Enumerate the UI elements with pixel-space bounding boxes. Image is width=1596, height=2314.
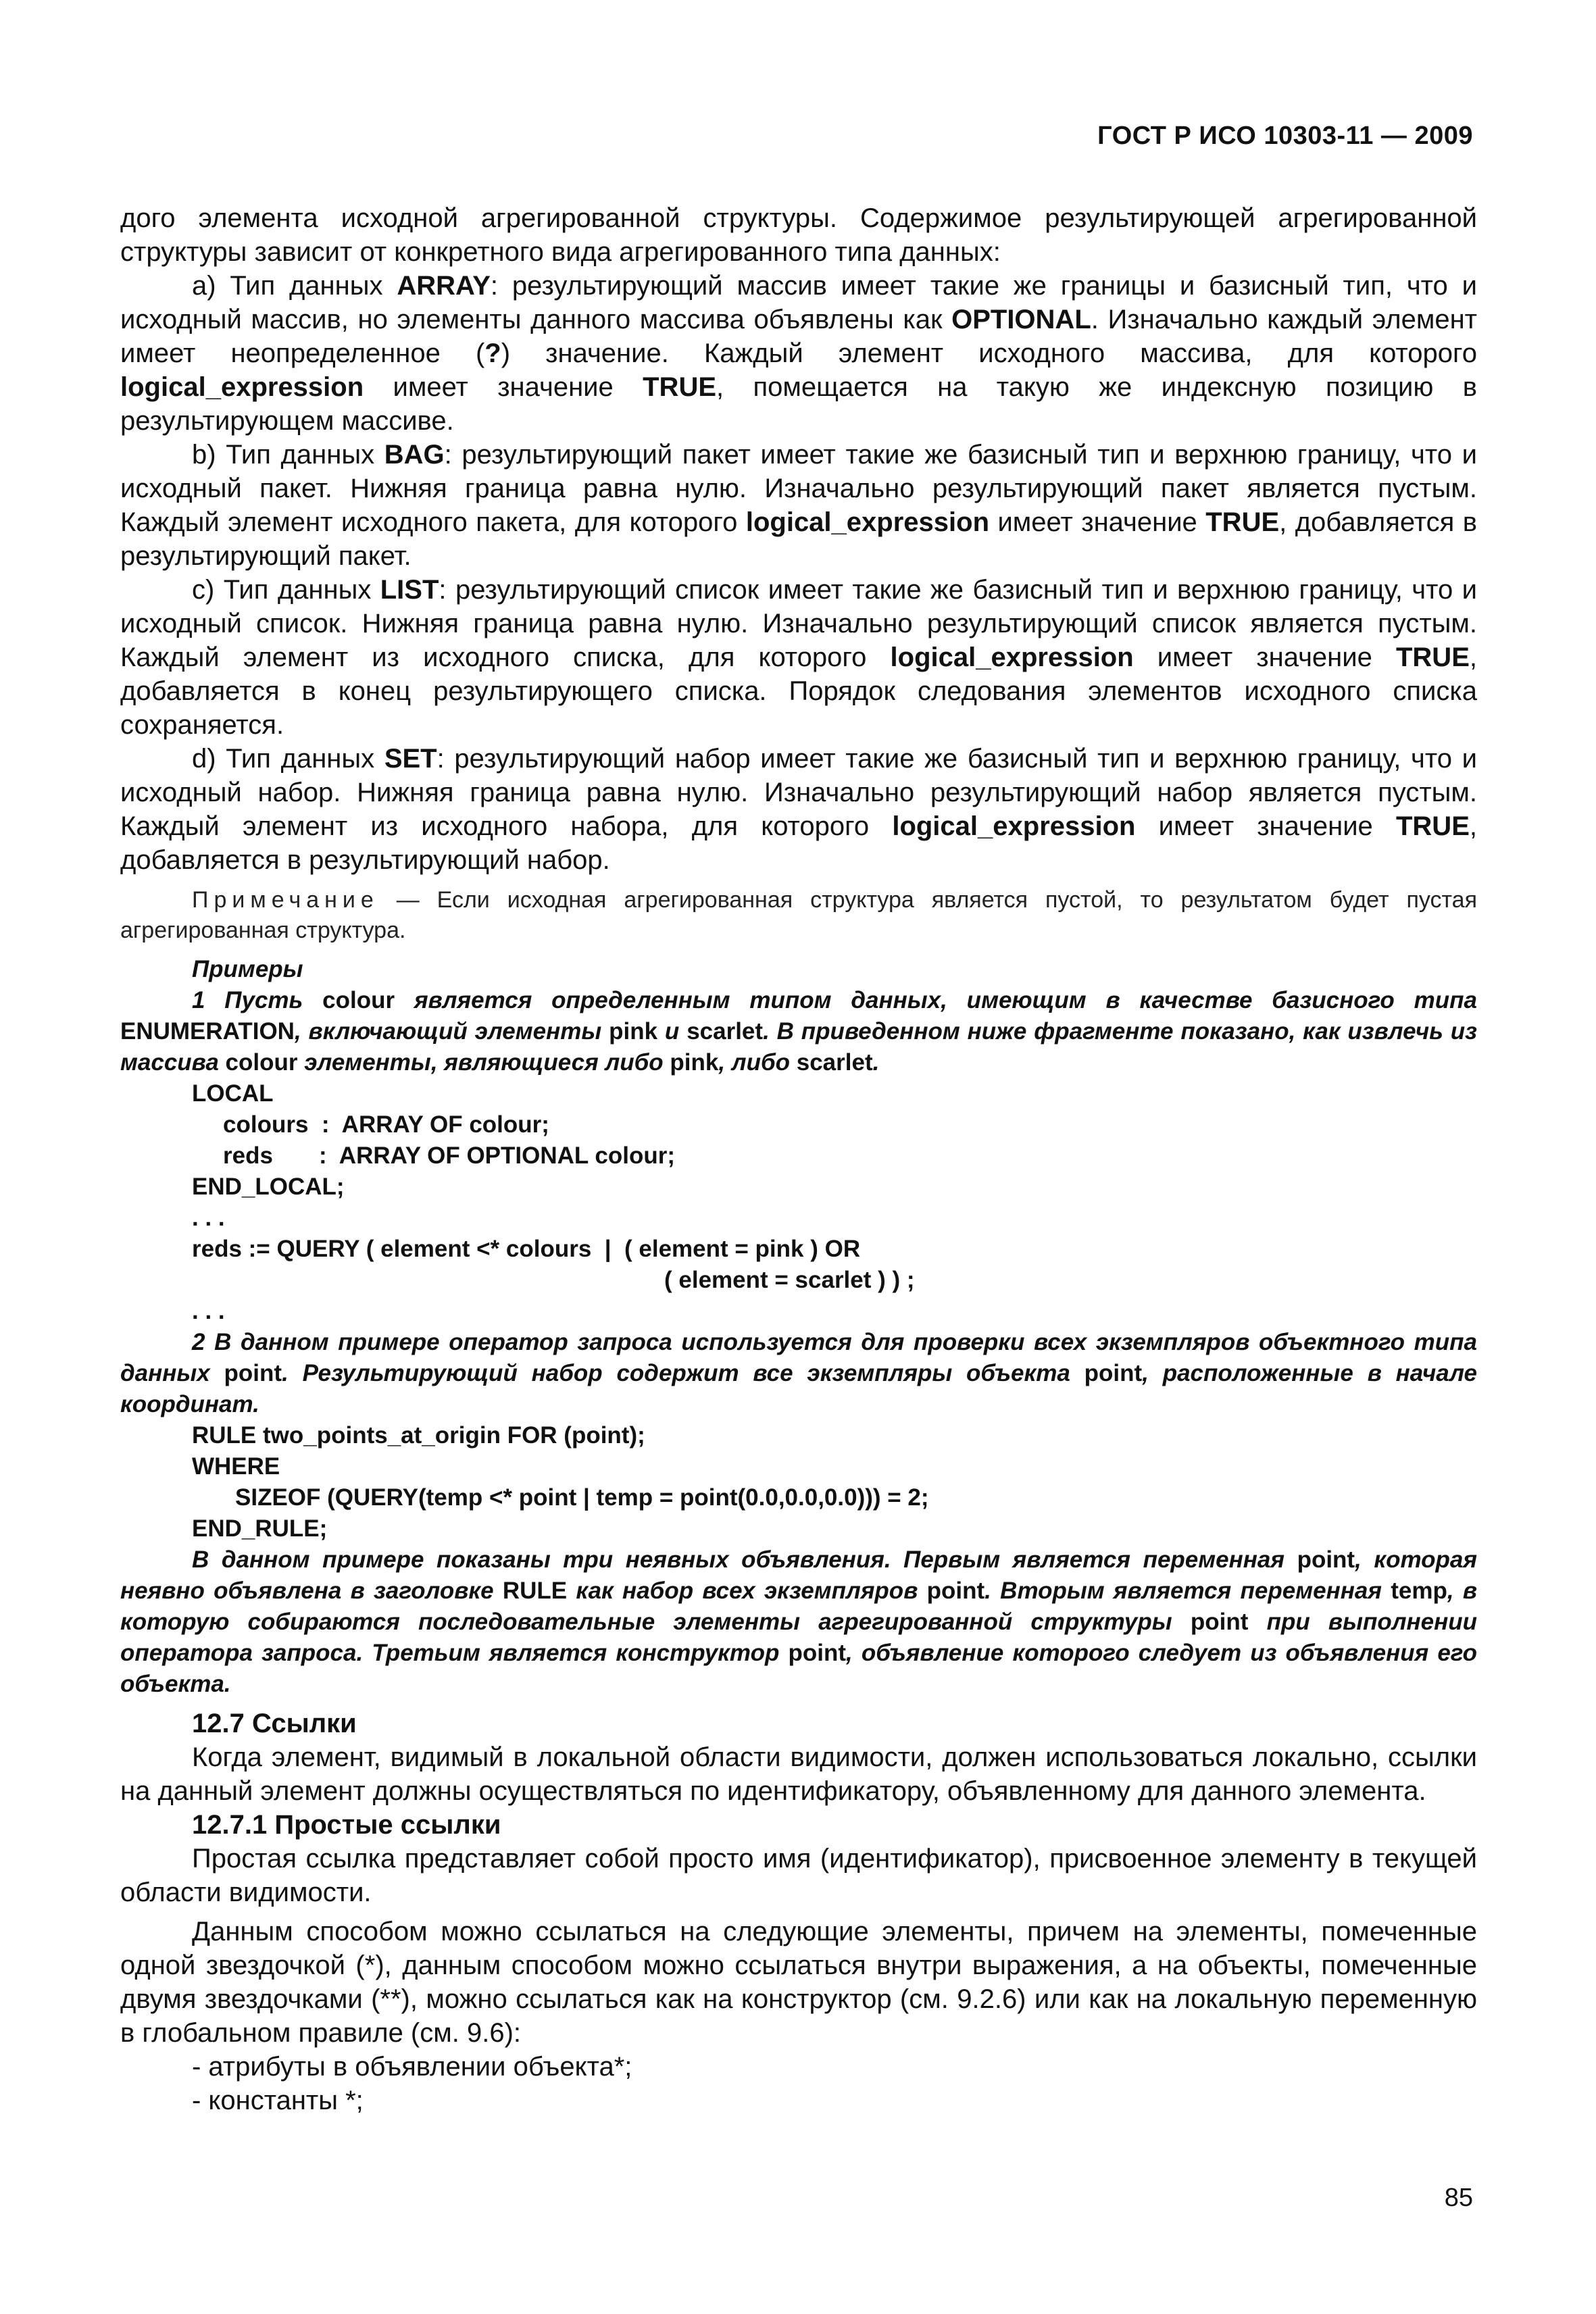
example-2-explanation: В данном примере показаны три неявных объявления. Первым является переменная point, которая неявно объявлена в заголовке RULE как набор всех экземпляров point. Вторым является переменная temp, в которую собираются последовательные элементы агрегированной структуры point при выполнении оператора запроса. Третьим является конструктор point, объявление которого следует из объявления его объекта. bbox=[120, 1546, 1478, 1697]
keyword: LIST bbox=[380, 575, 439, 605]
code-line: RULE two_points_at_origin FOR (point); bbox=[192, 1422, 645, 1449]
code-line: SIZEOF (QUERY(temp <* point | temp = point(0.0,0.0,0.0))) = 2; bbox=[235, 1484, 929, 1511]
item-b-bag: b) Тип данных BAG: результирующий пакет имеет такие же базисный тип и верхнюю границу, что и исходный пакет. Нижняя граница равна нулю. Изначально результирующий пакет является пустым. Каждый элемент исходного пакета, для которого logical_expression имеет значение TRUE, добавляется в результирующий пакет. bbox=[120, 440, 1478, 571]
keyword: TRUE bbox=[643, 372, 717, 402]
code-line: reds : ARRAY OF OPTIONAL colour; bbox=[223, 1142, 675, 1169]
keyword: logical_expression bbox=[892, 811, 1136, 841]
item-c-list: c) Тип данных LIST: результирующий список имеет такие же базисный тип и верхнюю границу, что и исходный список. Нижняя граница равна нулю. Изначально результирующий список является пустым. Каждый элемент из исходного списка, для которого logical_expression имеет значение TRUE, добавляется в конец результирующего списка. Порядок следования элементов исходного списка сохраняется. bbox=[120, 575, 1478, 740]
keyword: ? bbox=[484, 338, 501, 368]
code-line: reds := QUERY ( element <* colours | ( element = pink ) OR bbox=[192, 1236, 861, 1262]
code-line: colours : ARRAY OF colour; bbox=[223, 1111, 549, 1138]
code-line: END_LOCAL; bbox=[192, 1174, 345, 1200]
keyword: logical_expression bbox=[745, 507, 989, 537]
keyword: OPTIONAL bbox=[951, 305, 1091, 334]
item-a-array: a) Тип данных ARRAY: результирующий массив имеет такие же границы и базисный тип, что и исходный массив, но элементы данного массива объявлены как OPTIONAL. Изначально каждый элемент имеет неопределенное (?) значение. Каждый элемент исходного массива, для которого logical_expression имеет значение TRUE, помещается на такую же индексную позицию в результирующем массиве. bbox=[120, 271, 1477, 436]
keyword: TRUE bbox=[1395, 811, 1470, 841]
standard-code-header: ГОСТ Р ИСО 10303-11 — 2009 bbox=[1097, 122, 1473, 150]
list-item: - атрибуты в объявлении объекта*; bbox=[192, 2052, 632, 2082]
subsection-heading-12-7-1: 12.7.1 Простые ссылки bbox=[192, 1810, 501, 1840]
page-body bbox=[120, 201, 1477, 2117]
code-line: LOCAL bbox=[192, 1080, 274, 1107]
code-example-2 bbox=[120, 1420, 1477, 1544]
section-paragraph: Когда элемент, видимый в локальной области видимости, должен использоваться локально, ссылки на данный элемент должны осуществляться по идентификатору, объявленному для данного элемента. bbox=[120, 1742, 1477, 1806]
section-heading-12-7: 12.7 Ссылки bbox=[192, 1709, 357, 1738]
examples-heading: Примеры bbox=[192, 956, 303, 982]
example-1-text: 1 Пусть colour является определенным типом данных, имеющим в качестве базисного типа ENUMERATION, включающий элементы pink и scarlet. В приведенном ниже фрагменте показано, как извлечь из массива colour элементы, являющиеся либо pink, либо scarlet. bbox=[120, 987, 1478, 1076]
example-2-text: 2 В данном примере оператор запроса используется для проверки всех экземпляров объектного типа данных point. Результирующий набор содержит все экземпляры объекта point, расположенные в начале координат. bbox=[120, 1329, 1477, 1417]
item-d-set: d) Тип данных SET: результирующий набор имеет такие же базисный тип и верхнюю границу, что и исходный набор. Нижняя граница равна нулю. Изначально результирующий набор является пустым. Каждый элемент из исходного набора, для которого logical_expression имеет значение TRUE, добавляется в результирующий набор. bbox=[120, 744, 1477, 875]
code-line: END_RULE; bbox=[192, 1515, 328, 1542]
keyword: TRUE bbox=[1205, 507, 1280, 537]
keyword: ARRAY bbox=[397, 271, 491, 301]
keyword: logical_expression bbox=[890, 643, 1134, 672]
code-example-1 bbox=[120, 1078, 1477, 1327]
subsection-paragraph: Данным способом можно ссылаться на следующие элементы, причем на элементы, помеченные одной звездочкой (*), данным способом можно ссылаться внутри выражения, а на объекты, помеченные двумя звездочками (**), можно ссылаться как на конструктор (см. 9.2.6) или как на локальную переменную в глобальном правиле (см. 9.6): bbox=[120, 1917, 1477, 2048]
page-number: 85 bbox=[1444, 2184, 1473, 2212]
keyword: BAG bbox=[384, 440, 445, 470]
intro-paragraph: дого элемента исходной агрегированной структуры. Содержимое результирующей агрегированной структуры зависит от конкретного вида агрегированного типа данных: bbox=[120, 203, 1477, 267]
note-paragraph: Примечание — Если исходная агрегированная структура является пустой, то результатом будет пустая агрегированная структура. bbox=[120, 887, 1477, 943]
keyword: TRUE bbox=[1395, 643, 1470, 672]
code-line: ( element = scarlet ) ) ; bbox=[664, 1267, 915, 1293]
keyword: SET bbox=[384, 744, 437, 774]
keyword: logical_expression bbox=[120, 372, 364, 402]
code-line: . . . bbox=[192, 1298, 225, 1324]
code-line: WHERE bbox=[192, 1453, 280, 1480]
subsection-paragraph: Простая ссылка представляет собой просто имя (идентификатор), присвоенное элементу в текущей области видимости. bbox=[120, 1844, 1477, 1907]
code-line: . . . bbox=[192, 1205, 225, 1231]
note-label: Примечание bbox=[192, 887, 379, 913]
list-item: - константы *; bbox=[192, 2086, 364, 2115]
